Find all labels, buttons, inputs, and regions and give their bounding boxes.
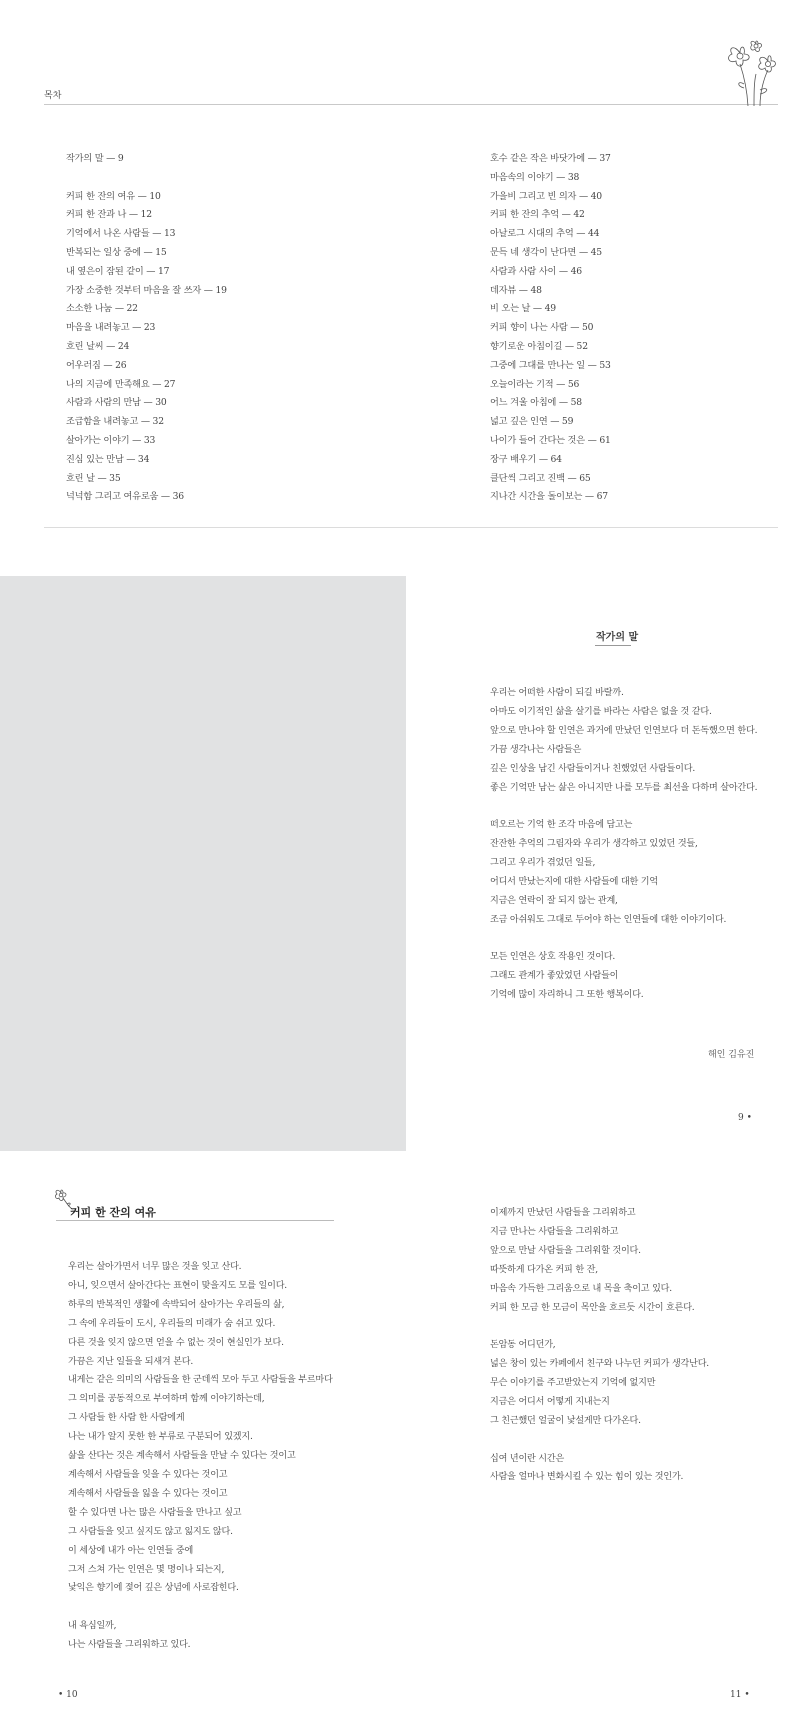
toc-entry[interactable]: 살아가는 이야기 — 33 — [66, 434, 156, 446]
toc-entry[interactable]: 작가의 말 — 9 — [66, 153, 124, 164]
text-line: 내 욕심일까, — [68, 1621, 117, 1632]
text-line: 그저 스쳐 가는 인연은 몇 명이나 되는지, — [68, 1564, 225, 1575]
chapter-title: 커피 한 잔의 여유 — [70, 1206, 156, 1219]
text-line: 깊은 인상을 남긴 사람들이거나 친했었던 사람들이다. — [490, 763, 696, 774]
text-line: 우리는 어떠한 사람이 되길 바랄까. — [490, 688, 624, 698]
text-line: 나는 사람들을 그리워하고 있다. — [68, 1640, 191, 1651]
chapter-body-left — [68, 1258, 333, 1655]
text-line: 지금은 연락이 잘 되지 않는 관계, — [490, 895, 618, 906]
text-line: 어디서 만났는지에 대한 사람들에 대한 기억 — [490, 876, 658, 887]
text-line: 조금 아쉬워도 그대로 두어야 하는 인연들에 대한 이야기이다. — [490, 914, 727, 925]
text-line: 그 사람들을 잊고 싶지도 않고 잃지도 않다. — [68, 1526, 233, 1537]
text-line: 십여 년이란 시간은 — [490, 1453, 565, 1464]
toc-entry[interactable]: 마음속의 이야기 — 38 — [490, 171, 580, 183]
toc-entry[interactable]: 나이가 들어 간다는 것은 — 61 — [490, 434, 611, 446]
toc-entry[interactable]: 향기로운 아침이길 — 52 — [490, 340, 588, 352]
text-line: 아마도 이기적인 삶을 살기를 바라는 사람은 없을 것 같다. — [490, 706, 712, 717]
author-name: 해인 김유진 — [708, 1050, 755, 1060]
paragraph-gap — [490, 797, 757, 816]
text-line: 그 사람들 한 사람 한 사람에게 — [68, 1413, 185, 1424]
toc-entry[interactable]: 조급함을 내려놓고 — 32 — [66, 416, 164, 428]
chapter-body-right — [490, 1204, 709, 1487]
chapter-title-rule — [56, 1220, 334, 1221]
text-line: 잔잔한 추억의 그림자와 우리가 생각하고 있었던 것들, — [490, 839, 698, 850]
toc-entry[interactable]: 사람과 사람 사이 — 46 — [490, 265, 582, 277]
toc-entry[interactable]: 문득 네 생각이 난다면 — 45 — [490, 246, 602, 258]
paragraph-gap — [490, 1317, 709, 1336]
text-line: 사람을 얼마나 변화시킬 수 있는 힘이 있는 것인가. — [490, 1472, 684, 1483]
toc-spacer — [66, 169, 227, 188]
page-number-left: • 10 — [58, 1690, 78, 1700]
paragraph-gap — [68, 1598, 333, 1617]
toc-entry[interactable]: 클단씩 그리고 진백 — 65 — [490, 472, 591, 484]
text-line: 돈암동 어디던가, — [490, 1340, 556, 1351]
text-line: 마음속 가득한 그리움으로 내 목을 축이고 있다. — [490, 1283, 672, 1294]
toc-heading: 목차 — [44, 91, 62, 101]
text-line: 앞으로 만나야 할 인연은 과거에 만났던 인연보다 더 돈독했으면 한다. — [490, 725, 758, 736]
poppy-flower-icon — [710, 34, 782, 106]
text-line: 가끔 생각나는 사람들은 — [490, 744, 582, 755]
text-line: 모든 인연은 상호 작용인 것이다. — [490, 952, 616, 963]
title-underline — [595, 645, 631, 646]
toc-entry[interactable]: 흐린 날씨 — 24 — [66, 340, 130, 352]
text-line: 할 수 있다면 나는 많은 사람들을 만나고 싶고 — [68, 1507, 242, 1518]
text-line: 하루의 반복적인 생활에 속박되어 살아가는 우리들의 삶, — [68, 1299, 285, 1310]
toc-entry[interactable]: 어우러짐 — 26 — [66, 359, 127, 371]
blank-gray-page — [0, 576, 406, 1151]
text-line: 좋은 기억만 남는 삶은 아니지만 나를 모두를 최선을 다하며 살아간다. — [490, 782, 758, 793]
text-line: 삶을 산다는 것은 계속해서 사람들을 만날 수 있다는 것이고 — [68, 1451, 296, 1462]
page-number-right: 11 • — [730, 1690, 750, 1700]
toc-left-column — [66, 150, 227, 507]
text-line: 나는 내가 알지 못한 한 부류로 구분되어 있겠지. — [68, 1432, 253, 1443]
text-line: 무슨 이야기를 주고받았는지 기억에 없지만 — [490, 1378, 656, 1389]
toc-entry[interactable]: 내 옆은이 잠된 같이 — 17 — [66, 265, 170, 277]
text-line: 다른 것을 잊지 않으면 얻을 수 없는 것이 현실인가 보다. — [68, 1337, 284, 1348]
preface-title: 작가의 말 — [596, 632, 639, 643]
toc-entry[interactable]: 커피 한 잔과 나 — 12 — [66, 209, 152, 221]
toc-entry[interactable]: 나의 지금에 만족해요 — 27 — [66, 378, 176, 390]
toc-entry[interactable]: 넓고 깊은 인연 — 59 — [490, 416, 574, 428]
text-line: 넓은 창이 있는 카페에서 친구와 나누던 커피가 생각난다. — [490, 1359, 709, 1370]
toc-entry[interactable]: 비 오는 날 — 49 — [490, 303, 556, 315]
toc-entry[interactable]: 장구 배우기 — 64 — [490, 453, 562, 465]
text-line: 가끔은 지난 일들을 되새겨 본다. — [68, 1356, 194, 1367]
paragraph-gap — [490, 1431, 709, 1450]
text-line: 우리는 살아가면서 너무 많은 것을 잊고 산다. — [68, 1262, 242, 1272]
toc-entry[interactable]: 반복되는 일상 중에 — 15 — [66, 246, 167, 258]
toc-entry[interactable]: 아날로그 시대의 추억 — 44 — [490, 228, 600, 240]
toc-entry[interactable]: 기억에서 나온 사람들 — 13 — [66, 228, 176, 240]
text-line: 그래도 관계가 좋았었던 사람들이 — [490, 971, 619, 982]
toc-entry[interactable]: 가장 소중한 것부터 마음을 잘 쓰자 — 19 — [66, 284, 227, 296]
toc-entry[interactable]: 마음을 내려놓고 — 23 — [66, 322, 156, 334]
header-divider — [44, 104, 778, 105]
toc-entry[interactable]: 커피 향이 나는 사람 — 50 — [490, 322, 594, 334]
text-line: 낯익은 향기에 젖어 깊은 상념에 사로잡힌다. — [68, 1583, 239, 1594]
toc-entry[interactable]: 사람과 사람의 만남 — 30 — [66, 397, 167, 409]
toc-entry[interactable]: 커피 한 잔의 추억 — 42 — [490, 209, 585, 221]
toc-right-column — [490, 150, 611, 507]
toc-entry[interactable]: 흐린 날 — 35 — [66, 472, 121, 484]
toc-entry[interactable]: 진심 있는 만남 — 34 — [66, 453, 150, 465]
toc-entry[interactable]: 데자뷰 — 48 — [490, 284, 542, 296]
text-line: 떠오르는 기억 한 조각 마음에 담고는 — [490, 820, 633, 831]
toc-entry[interactable]: 그중에 그대를 만나는 일 — 53 — [490, 359, 611, 371]
text-line: 따뜻하게 다가온 커피 한 잔, — [490, 1264, 598, 1275]
text-line: 아니, 잊으면서 살아간다는 표현이 맞을지도 모를 일이다. — [68, 1280, 287, 1291]
toc-entry[interactable]: 오늘이라는 기적 — 56 — [490, 378, 580, 390]
text-line: 계속해서 사람들을 잊을 수 있다는 것이고 — [68, 1469, 228, 1480]
toc-entry[interactable]: 호수 같은 작은 바닷가에 — 37 — [490, 153, 611, 164]
text-line: 그리고 우리가 겪었던 일들, — [490, 858, 596, 869]
toc-entry[interactable]: 커피 한 잔의 여유 — 10 — [66, 190, 161, 202]
toc-entry[interactable]: 지나간 시간을 돌이보는 — 67 — [490, 491, 608, 503]
toc-entry[interactable]: 어느 겨울 아침에 — 58 — [490, 397, 582, 409]
text-line: 내게는 같은 의미의 사람들을 한 군데씩 모아 두고 사람들을 부르마다 — [68, 1375, 333, 1386]
toc-entry[interactable]: 가을비 그리고 빈 의자 — 40 — [490, 190, 602, 202]
toc-entry[interactable]: 소소한 나눔 — 22 — [66, 303, 138, 315]
text-line: 기억에 많이 자리하니 그 또한 행복이다. — [490, 990, 644, 1001]
text-line: 커피 한 모금 한 모금이 목안을 흐르듯 시간이 흐른다. — [490, 1302, 695, 1313]
text-line: 이제까지 만났던 사람들을 그리워하고 — [490, 1208, 636, 1218]
text-line: 이 세상에 내가 아는 인연들 중에 — [68, 1545, 194, 1556]
text-line: 앞으로 만날 사람들을 그리워할 것이다. — [490, 1245, 641, 1256]
preface-body — [490, 684, 757, 1005]
text-line: 지금 만나는 사람들을 그리워하고 — [490, 1226, 619, 1237]
text-line: 그 의미를 공동적으로 부여하며 함께 이야기하는데, — [68, 1394, 265, 1405]
text-line: 그 속에 우리들이 도시, 우리들의 미래가 숨 쉬고 있다. — [68, 1318, 276, 1329]
page-number: 9 • — [738, 1113, 752, 1123]
toc-entry[interactable]: 넉넉함 그리고 여유로움 — 36 — [66, 491, 184, 503]
text-line: 계속해서 사람들을 잃을 수 있다는 것이고 — [68, 1488, 228, 1499]
text-line: 그 친근했던 얼굴이 낯설게만 다가온다. — [490, 1415, 641, 1426]
paragraph-gap — [490, 930, 757, 949]
section-divider — [44, 527, 778, 528]
text-line: 지금은 어디서 어떻게 지내는지 — [490, 1396, 610, 1407]
